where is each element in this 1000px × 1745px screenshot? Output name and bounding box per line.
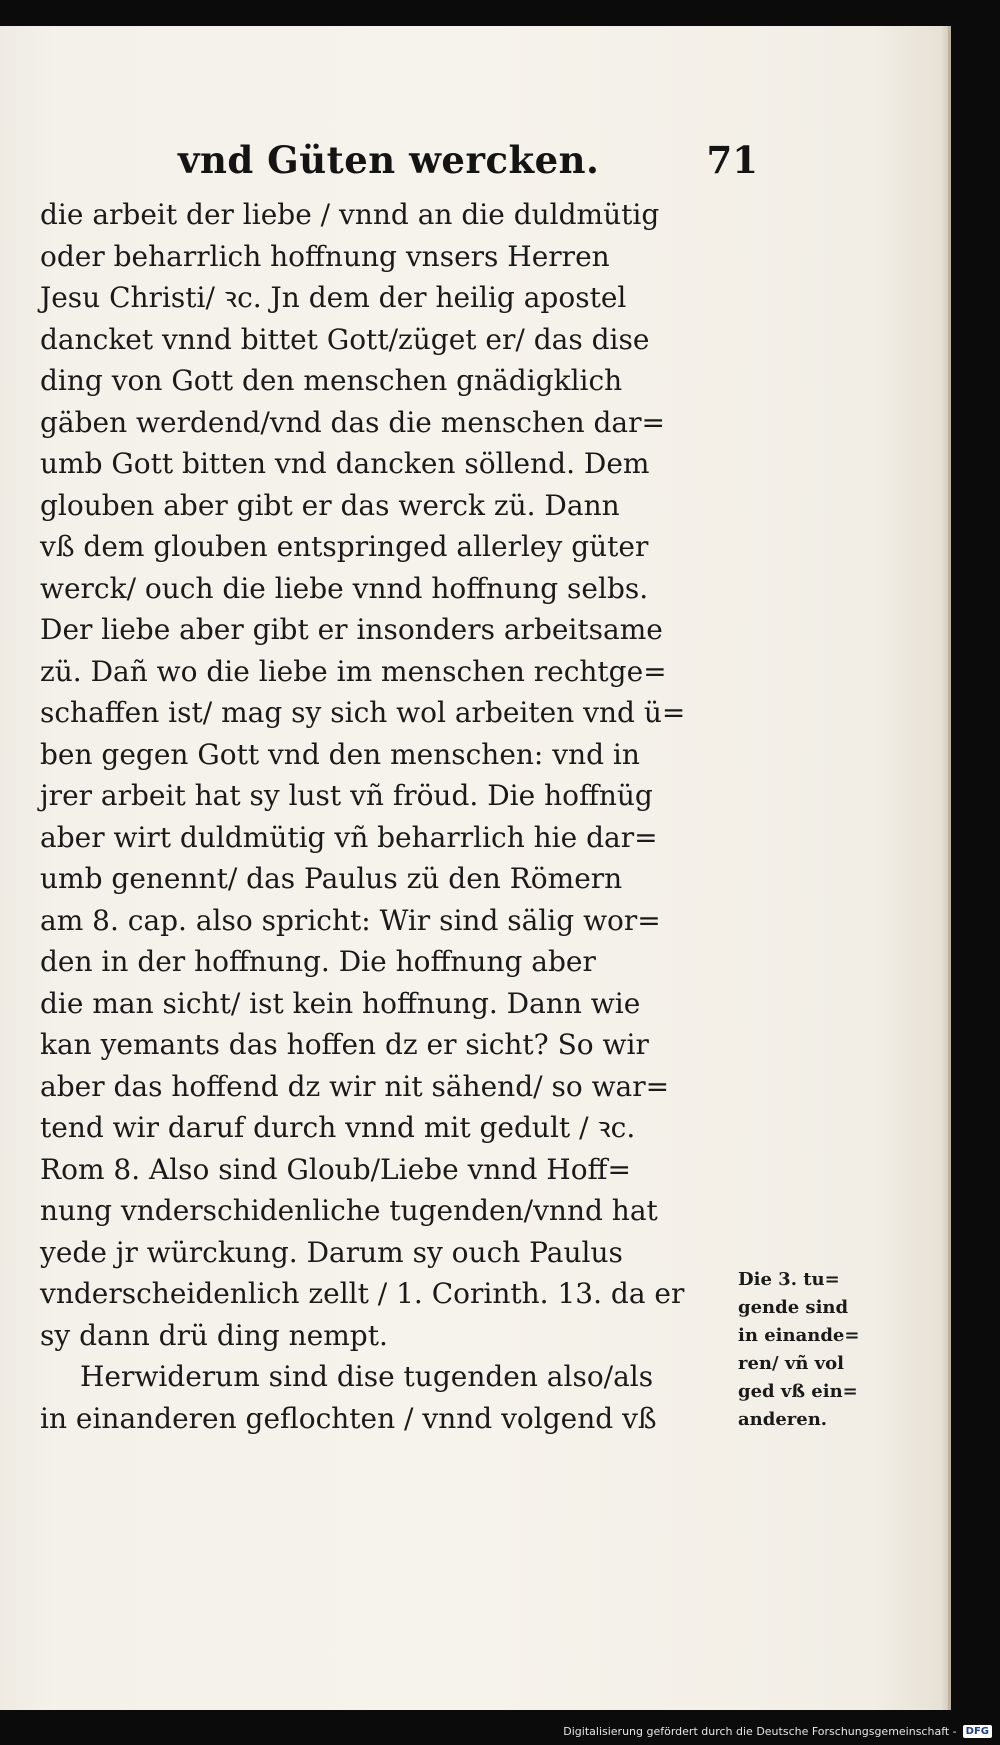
text-line: jrer arbeit hat sy lust vñ fröud. Die hoffnüg [40,779,653,812]
text-line: kan yemants das hoffen dz er sicht? So wir [40,1028,649,1061]
page-header [178,134,758,186]
text-line: dancket vnnd bittet Gott/züget er/ das dise [40,322,650,356]
marginal-note-line: ren/ vñ vol [738,1353,844,1374]
marginal-note-line: gende sind [738,1297,849,1318]
text-line: nung vnderschidenliche tugenden/vnnd hat [40,1194,658,1227]
text-line: glouben aber gibt er das werck zü. Dann [40,488,620,522]
text-line: vnderscheidenlich zellt / 1. Corinth. 13. da er [40,1277,685,1310]
text-line: die man sicht/ ist kein hoffnung. Dann wie [40,986,641,1020]
text-line: schaffen ist/ mag sy sich wol arbeiten vnd ü= [40,696,686,729]
page-number: 71 [706,138,758,182]
credit-text: Digitalisierung gefördert durch die Deutsche Forschungsgemeinschaft - [563,1724,957,1738]
marginal-note-line: ged vß ein= [738,1381,858,1402]
marginal-note-line: anderen. [738,1409,828,1430]
text-line: Herwiderum sind dise tugenden also/als [80,1360,654,1393]
text-line: yede jr würckung. Darum sy ouch Paulus [40,1235,623,1269]
dfg-logo: DFG [963,1725,992,1738]
text-line: in einanderen geflochten / vnnd volgend vß [40,1401,657,1435]
marginal-note-line: Die 3. tu= [738,1269,840,1290]
text-line: umb genennt/ das Paulus zü den Römern [40,862,623,895]
text-line: tend wir daruf durch vnnd mit gedult / ꝛc. [40,1111,636,1144]
text-line: vß dem glouben entspringed allerley güter [40,530,649,563]
text-line: Der liebe aber gibt er insonders arbeitsame [40,613,663,646]
text-line: die arbeit der liebe / vnnd an die duldmütig [40,198,660,231]
text-line: den in der hoffnung. Die hoffnung aber [40,945,596,978]
text-line: oder beharrlich hoffnung vnsers Herren [40,239,610,273]
text-line: ben gegen Gott vnd den menschen: vnd in [40,737,640,771]
text-line: werck/ ouch die liebe vnnd hoffnung selbs. [40,571,649,605]
main-text-block [40,194,730,1439]
text-line: zü. Dañ wo die liebe im menschen rechtge= [40,654,667,688]
text-line: Rom 8. Also sind Gloub/Liebe vnnd Hoff= [40,1152,631,1186]
marginal-note-line: in einande= [738,1325,860,1346]
text-line: aber wirt duldmütig vñ beharrlich hie dar= [40,820,658,854]
running-head: vnd Güten wercken. [178,138,600,182]
text-line: Jesu Christi/ ꝛc. Jn dem der heilig apostel [40,281,627,314]
marginal-note [738,1266,868,1434]
text-line: aber das hoffend dz wir nit sähend/ so war= [40,1069,670,1103]
text-line: gäben werdend/vnd das die menschen dar= [40,405,665,439]
digitization-credit [563,1721,992,1741]
text-line: am 8. cap. also spricht: Wir sind sälig wor= [40,903,661,937]
text-line: ding von Gott den menschen gnädigklich [40,364,623,397]
book-page [0,26,951,1710]
text-line: sy dann drü ding nempt. [40,1318,388,1352]
text-line: umb Gott bitten vnd dancken söllend. Dem [40,447,650,480]
